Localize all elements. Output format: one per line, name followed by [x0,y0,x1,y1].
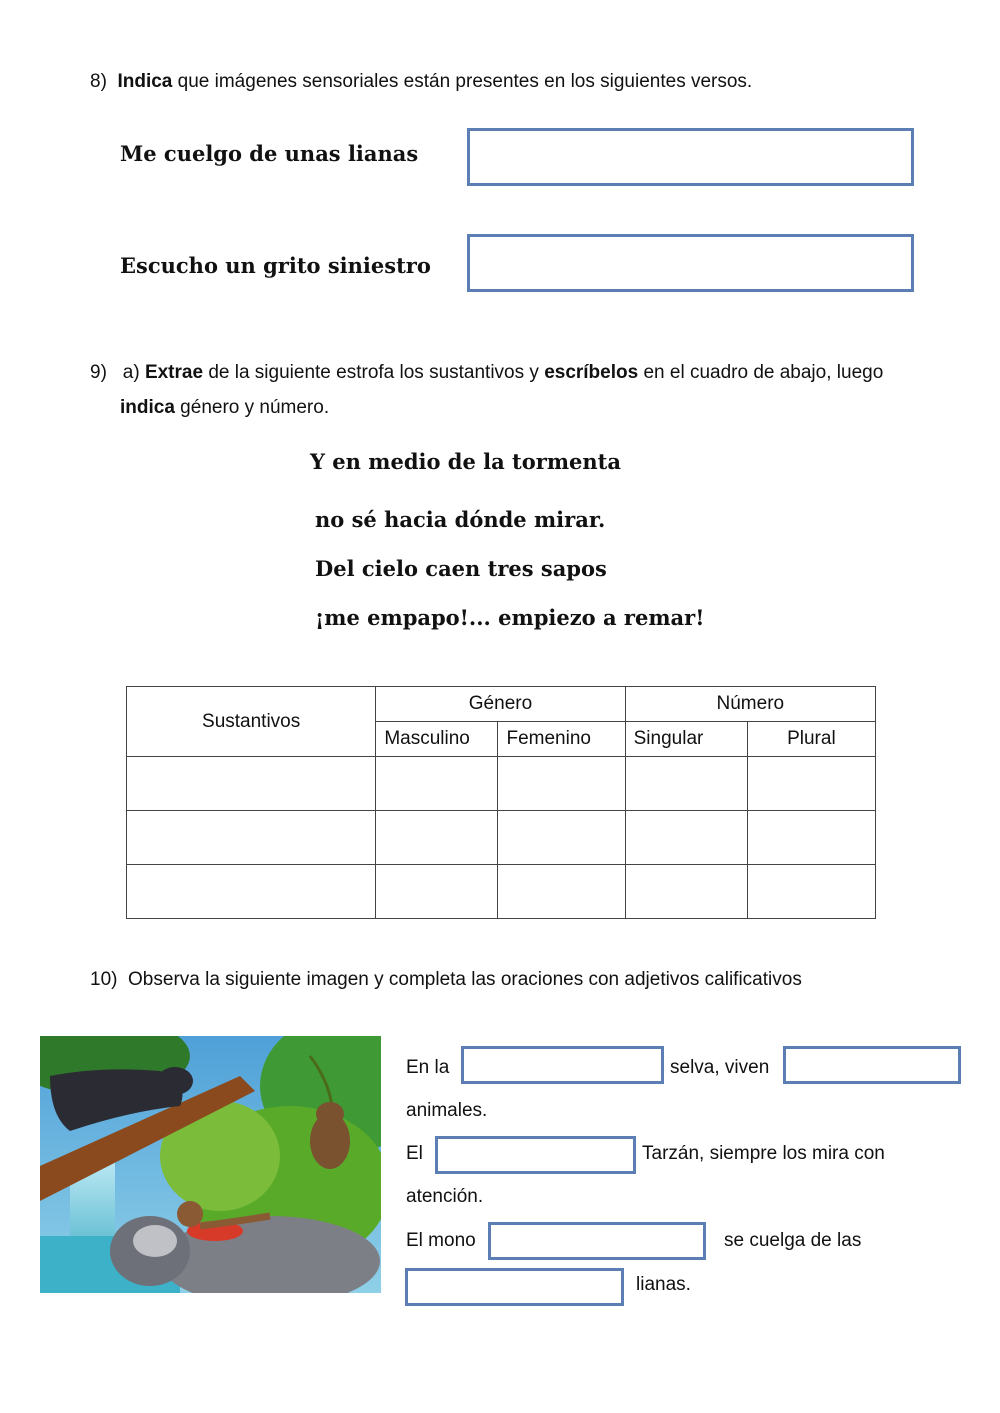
q8-text: que imágenes sensoriales están presentes en los siguientes versos. [172,71,753,92]
q8-answer-box-1[interactable] [467,128,914,186]
table-row [127,757,876,811]
table-cell[interactable] [127,757,376,811]
s3-end: lianas. [636,1274,691,1295]
q8-verse-1: Me cuelgo de unas lianas [120,141,419,166]
q9-bold-extrae: Extrae [144,362,204,383]
q10-number: 10) [90,969,118,990]
table-cell[interactable] [625,865,747,919]
stanza-line-1: Y en medio de la tormenta [310,449,621,474]
table-row [127,811,876,865]
blank-4[interactable] [488,1222,706,1260]
subheader-masculino: Masculino [376,722,498,757]
header-genero: Género [376,687,625,722]
jungle-illustration [40,1036,381,1293]
stanza-line-3: Del cielo caen tres sapos [315,556,607,581]
table-cell[interactable] [498,757,625,811]
noun-table [126,686,876,919]
s1-middle: selva, viven [670,1057,770,1078]
subheader-plural: Plural [747,722,875,757]
header-numero: Número [625,687,875,722]
panther-head [157,1067,193,1095]
q8-bold: Indica [117,71,173,92]
header-sustantivos: Sustantivos [127,687,376,757]
subheader-singular: Singular [625,722,747,757]
blank-2[interactable] [783,1046,961,1084]
blank-3[interactable] [435,1136,636,1174]
stanza-line-4: ¡me empapo!... empiezo a remar! [315,605,705,630]
question-10 [90,969,802,991]
q9-part: a) [122,362,140,383]
blank-5[interactable] [405,1268,624,1306]
s2-end: atención. [406,1186,484,1207]
table-row [127,865,876,919]
q8-number: 8) [90,71,107,92]
table-cell[interactable] [747,757,875,811]
monkey-head [316,1102,344,1126]
table-cell[interactable] [498,865,625,919]
question-9-line-2 [120,397,329,419]
q9-text-2: en el cuadro de abajo, luego [638,362,884,383]
table-cell[interactable] [747,811,875,865]
q8-verse-2: Escucho un grito siniestro [120,253,431,278]
s3-middle: se cuelga de las [724,1230,862,1251]
q10-text: Observa la siguiente imagen y completa las oraciones con adjetivos calificativos [128,969,802,990]
q8-answer-box-2[interactable] [467,234,914,292]
s1-end: animales. [406,1100,488,1121]
table-cell[interactable] [625,757,747,811]
subheader-femenino: Femenino [498,722,625,757]
table-cell[interactable] [127,865,376,919]
blank-1[interactable] [461,1046,664,1084]
table-cell[interactable] [747,865,875,919]
q9-bold-indica: indica [120,397,175,418]
s3-start: El mono [406,1230,476,1251]
q9-number: 9) [90,362,107,383]
q9-text-1: de la siguiente estrofa los sustantivos y [203,362,545,383]
s2-middle: Tarzán, siempre los mira con [642,1143,885,1164]
table-cell[interactable] [625,811,747,865]
table-cell[interactable] [376,757,498,811]
table-cell[interactable] [376,811,498,865]
s1-start: En la [406,1057,450,1078]
q9-bold-escribelos: escríbelos [544,362,639,383]
question-9 [90,362,883,384]
stanza-line-2: no sé hacia dónde mirar. [315,507,606,532]
table-cell[interactable] [376,865,498,919]
q9-text-3: género y número. [174,397,330,418]
s2-start: El [406,1143,423,1164]
boy-head [177,1201,203,1227]
bear-snout [133,1225,177,1257]
table-cell[interactable] [498,811,625,865]
table-cell[interactable] [127,811,376,865]
question-8 [90,71,752,93]
